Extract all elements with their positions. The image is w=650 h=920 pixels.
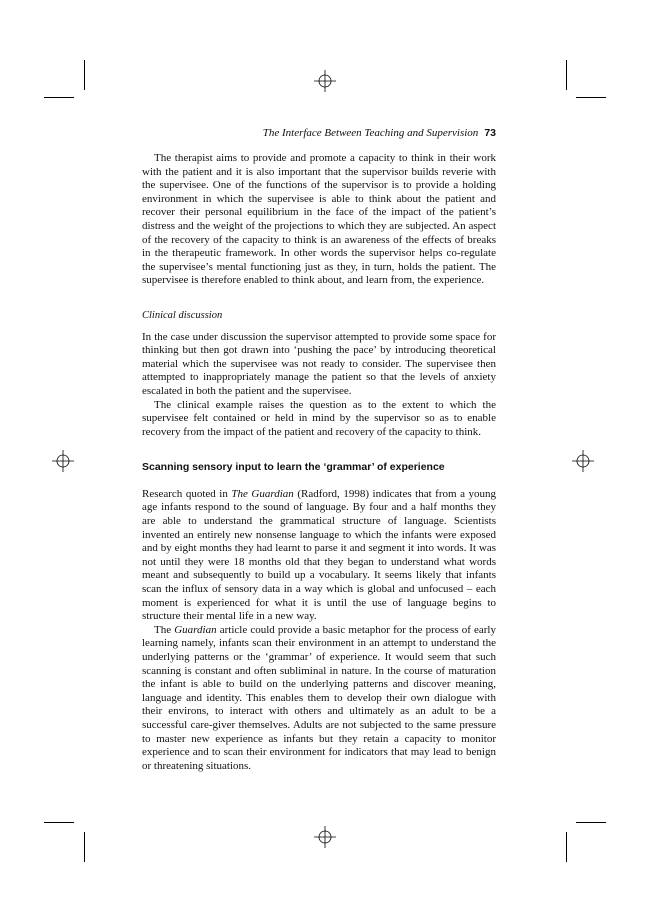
paragraph-text: (Radford, 1998) indicates that from a young age infants respond to the sound of language. By four and a half months they are able to understand the grammatical structure of language. Scientists invented an entirely new nonsense language to which the infants were exposed and by eight months they had learnt to parse it and segment it into words. It was not until they were 18 months old that they began to understand what words meant and subsequently to build up a vocabulary. It seems likely that infants scan the influx of sensory data in a way which is global and unfocused – each moment is experienced for what it is until the use of language begins to structure their mental life in a new way. — [142, 487, 496, 623]
running-header-title: The Interface Between Teaching and Supervision — [262, 127, 479, 139]
paragraph: The clinical example raises the question as to the extent to which the supervisee felt contained or held in mind by the supervisor so as to enable recovery from the impact of the patient and recovery of the capacity to think. — [142, 398, 496, 438]
paragraph — [142, 624, 496, 774]
registration-mark-icon — [572, 450, 594, 472]
paragraph-text: Research quoted in — [142, 487, 232, 500]
registration-mark-icon — [314, 826, 336, 848]
page-body — [142, 152, 496, 773]
subsection-heading: Clinical discussion — [142, 309, 223, 321]
crop-mark-top-right-vertical — [566, 60, 567, 90]
registration-mark-icon — [314, 70, 336, 92]
paragraph: In the case under discussion the supervisor attempted to provide some space for thinking but then got drawn into ‘pushing the pace’ by introducing theoretical material which the supervisee was not ready to consider. The supervisee then attempted to inappropriately manage the patient so that the levels of anxiety escalated in both the patient and the supervisee. — [142, 330, 496, 397]
paragraph-text: article could provide a basic metaphor for the process of early learning namely, infants scan their environment in an attempt to understand the underlying patterns or the ‘grammar’ of experience. It would seem that such scanning is constant and often subliminal in nature. In the course of maturation the infant is able to build on the underlying patterns and discover meaning, language and identity. This enables them to develop their own dialogue with their environs, to interact with others and ultimately as an adult to be a successful care-giver themselves. Adults are not subjected to the same pressure to master new experience as infants but they retain a capacity to monitor experience and to scan their environment for indicators that may lead to benign or threatening situations. — [142, 623, 496, 772]
crop-mark-bottom-right-horizontal — [576, 822, 606, 823]
crop-mark-top-left-vertical — [84, 60, 85, 90]
running-header — [142, 126, 496, 140]
paragraph — [142, 488, 496, 624]
crop-mark-top-left-horizontal — [44, 97, 74, 98]
page-number: 73 — [484, 127, 496, 139]
crop-mark-bottom-left-vertical — [84, 832, 85, 862]
section-heading: Scanning sensory input to learn the ‘grammar’ of experience — [142, 461, 445, 474]
paragraph-italic-text: The Guardian — [231, 487, 294, 500]
paragraph-text: The — [154, 623, 175, 636]
crop-mark-top-right-horizontal — [576, 97, 606, 98]
crop-mark-bottom-left-horizontal — [44, 822, 74, 823]
paragraph: The therapist aims to provide and promote a capacity to think in their work with the patient and it is also important that the supervisor builds reverie with the supervisee. One of the functions of the supervisor is to provide a holding environment in which the supervisee is able to think about the patient and recover their personal equilibrium in the face of the impact of the patient’s distress and the weight of the projections to which they are subjected. An aspect of the recovery of the capacity to think is an awareness of the effects of breaks in the therapeutic framework. In other words the supervisor helps co-regulate the supervisee’s mental functioning just as they, in turn, holds the patient. The supervisee is therefore enabled to think about, and learn from, the experience. — [142, 152, 496, 287]
paragraph-italic-text: Guardian — [174, 623, 217, 636]
registration-mark-icon — [52, 450, 74, 472]
crop-mark-bottom-right-vertical — [566, 832, 567, 862]
